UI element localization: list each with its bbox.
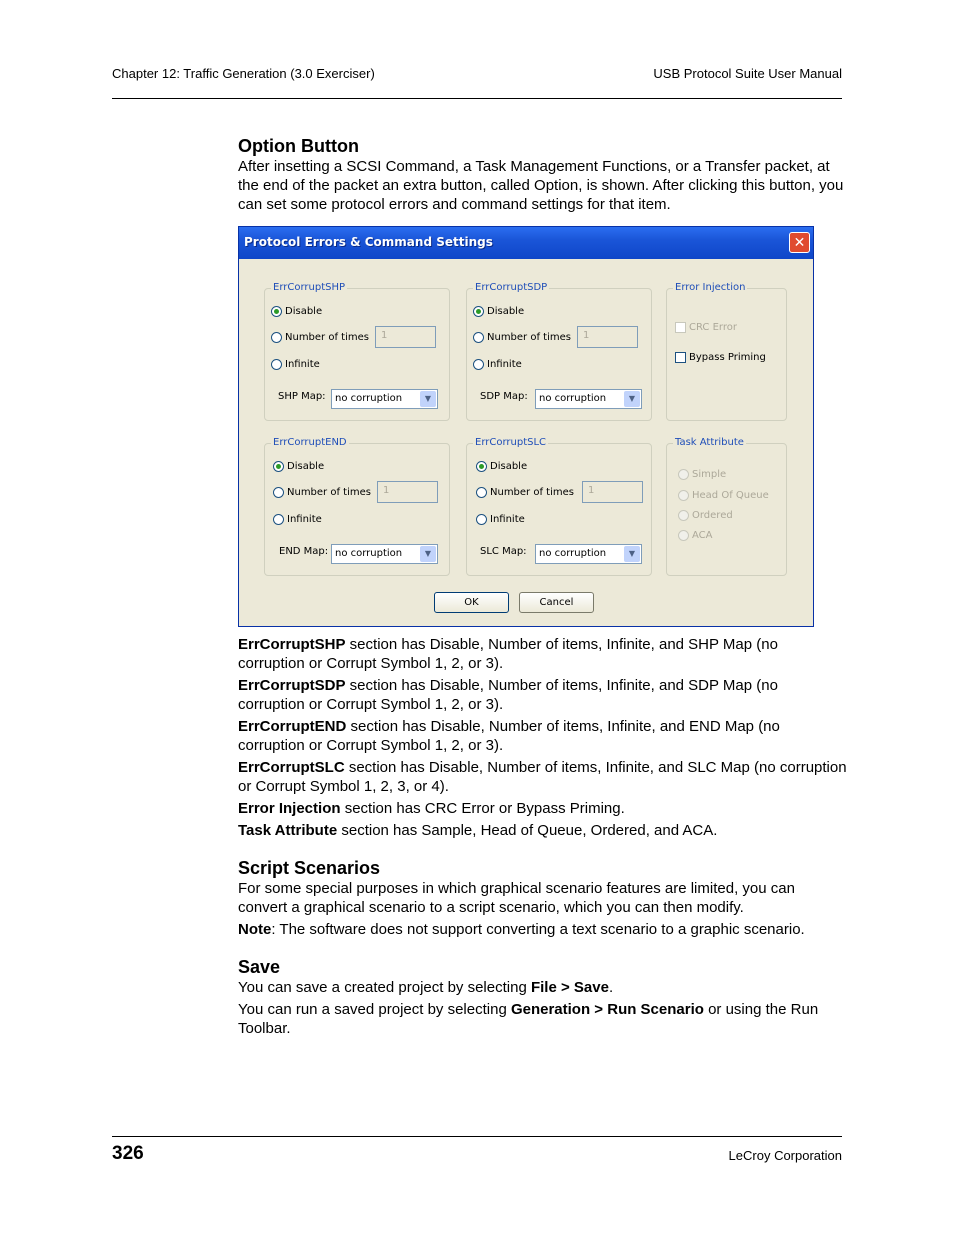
radio-number-of-times[interactable] [273,487,371,498]
section-heading: Script Scenarios [238,858,381,878]
radio-selected-icon [476,461,487,472]
radio-label: Disable [487,306,525,317]
map-label: SDP Map: [480,391,528,402]
desc-text: section has Disable, Number of items, Infinite, and SLC Map (no corruption or Corrupt Symbol 1, 2, 3, or 4). [238,759,847,795]
radio-icon [273,514,284,525]
group-legend: ErrCorruptSHP [273,282,346,293]
map-value: no corruption [539,548,607,559]
radio-label: Number of times [287,487,371,498]
radio-simple[interactable] [678,469,726,480]
section-option-button [238,135,848,214]
map-select[interactable] [331,389,438,409]
map-value: no corruption [335,393,403,404]
cancel-button[interactable]: Cancel [519,592,594,613]
count-input[interactable]: 1 [377,481,438,503]
term: ErrCorruptEND [238,718,347,735]
term: Task Attribute [238,822,338,839]
script-paragraph: For some special purposes in which graphical scenario features are limited, you can convert a graphical scenario to a script scenario, which you can then modify. [238,880,795,916]
radio-label: Head Of Queue [692,490,769,501]
group-legend: ErrCorruptSDP [475,282,548,293]
group-legend: Error Injection [675,282,746,293]
desc-slc [238,758,848,796]
checkbox-icon [675,352,686,363]
group-task-attribute [666,437,787,576]
radio-infinite[interactable] [271,359,320,370]
ok-button[interactable]: OK [434,592,509,613]
map-value: no corruption [335,548,403,559]
count-input[interactable]: 1 [577,326,638,348]
radio-selected-icon [273,461,284,472]
group-errcorrupt-slc [466,437,652,576]
radio-ordered[interactable] [678,510,733,521]
map-select[interactable] [535,389,642,409]
checkbox-label: Bypass Priming [689,352,766,363]
radio-icon [273,487,284,498]
radio-label: Disable [287,461,325,472]
menu-path: File > Save [530,979,609,996]
section-descriptions [238,635,848,840]
dialog-title: Protocol Errors & Command Settings [244,235,493,249]
desc-sdp [238,676,848,714]
radio-label: ACA [692,530,713,541]
radio-icon [678,490,689,501]
checkbox-label: CRC Error [689,322,737,333]
dialog-titlebar [239,227,813,259]
page-header-right: USB Protocol Suite User Manual [653,66,842,81]
radio-head-of-queue[interactable] [678,490,769,501]
radio-icon [271,332,282,343]
text: or using the Run Toolbar. [238,1001,819,1037]
page-number: 326 [112,1143,144,1164]
radio-icon [678,469,689,480]
radio-infinite[interactable] [273,514,322,525]
desc-text: section has CRC Error or Bypass Priming. [340,800,625,817]
radio-icon [473,359,484,370]
chevron-down-icon: ▼ [624,391,640,407]
term: Error Injection [238,800,341,817]
close-button[interactable] [789,232,810,253]
map-select[interactable] [331,544,438,564]
radio-aca[interactable] [678,530,713,541]
radio-number-of-times[interactable] [271,332,369,343]
section-script-scenarios [238,857,848,939]
radio-label: Number of times [490,487,574,498]
radio-number-of-times[interactable] [473,332,571,343]
count-input[interactable]: 1 [375,326,436,348]
close-icon: ✕ [793,235,806,251]
note-term: Note [238,921,272,938]
radio-label: Ordered [692,510,733,521]
radio-selected-icon [473,306,484,317]
term: ErrCorruptSDP [238,677,346,694]
map-select[interactable] [535,544,642,564]
note-text: : The software does not support converting a text scenario to a graphic scenario. [271,921,805,938]
group-legend: Task Attribute [675,437,744,448]
radio-icon [271,359,282,370]
radio-label: Disable [490,461,528,472]
radio-label: Infinite [487,359,522,370]
section-heading: Save [238,957,281,977]
desc-text: section has Disable, Number of items, Infinite, and END Map (no corruption or Corrupt Symbol 1, 2, or 3). [238,718,780,754]
radio-selected-icon [271,306,282,317]
radio-icon [476,514,487,525]
desc-task-attribute [238,821,848,840]
radio-label: Disable [285,306,323,317]
radio-icon [476,487,487,498]
desc-end [238,717,848,755]
radio-icon [473,332,484,343]
group-legend: ErrCorruptEND [273,437,347,448]
map-label: SLC Map: [480,546,527,557]
term: ErrCorruptSHP [238,636,346,653]
radio-label: Infinite [287,514,322,525]
footer-company: LeCroy Corporation [728,1148,842,1163]
radio-number-of-times[interactable] [476,487,574,498]
radio-infinite[interactable] [476,514,525,525]
radio-icon [678,530,689,541]
radio-label: Number of times [285,332,369,343]
radio-disable[interactable] [476,461,527,472]
text: . [608,979,614,996]
desc-text: section has Disable, Number of items, Infinite, and SHP Map (no corruption or Corrupt Symbol 1, 2, or 3). [238,636,778,672]
radio-infinite[interactable] [473,359,522,370]
term: ErrCorruptSLC [238,759,345,776]
radio-label: Infinite [285,359,320,370]
group-legend: ErrCorruptSLC [475,437,547,448]
radio-icon [678,510,689,521]
radio-disable[interactable] [273,461,324,472]
radio-label: Simple [692,469,727,480]
checkbox-icon [675,322,686,333]
map-label: SHP Map: [278,391,326,402]
radio-disable[interactable] [473,306,524,317]
menu-path: Generation > Run Scenario [510,1001,704,1018]
desc-error-injection [238,799,848,818]
text: You can run a saved project by selecting [238,1001,511,1018]
map-value: no corruption [539,393,607,404]
chevron-down-icon: ▼ [420,546,436,562]
chevron-down-icon: ▼ [420,391,436,407]
checkbox-crc-error[interactable] [675,322,737,333]
radio-disable[interactable] [271,306,322,317]
note-paragraph [238,920,848,939]
radio-label: Number of times [487,332,571,343]
text: You can save a created project by selecting [238,979,531,996]
footer-rule [112,1136,842,1137]
map-label: END Map: [279,546,329,557]
group-errcorrupt-sdp [466,282,652,421]
save-paragraph-1 [238,978,848,997]
page-header-left: Chapter 12: Traffic Generation (3.0 Exerciser) [112,66,375,81]
desc-shp [238,635,848,673]
group-error-injection [666,282,787,421]
group-errcorrupt-end [264,437,450,576]
protocol-errors-dialog [238,226,814,627]
desc-text: section has Disable, Number of items, Infinite, and SDP Map (no corruption or Corrupt Symbol 1, 2, or 3). [238,677,778,713]
radio-label: Infinite [490,514,525,525]
intro-paragraph: After insetting a SCSI Command, a Task Management Functions, or a Transfer packet, at the end of the packet an extra button, called Option, is shown. After clicking this button, you can set some protocol errors and command settings for that item. [238,158,844,213]
count-input[interactable]: 1 [582,481,643,503]
desc-text: section has Sample, Head of Queue, Ordered, and ACA. [337,822,718,839]
checkbox-bypass-priming[interactable] [675,352,766,363]
group-errcorrupt-shp [264,282,450,421]
chevron-down-icon: ▼ [624,546,640,562]
section-save [238,956,848,1038]
header-rule [112,98,842,99]
save-paragraph-2 [238,1000,848,1038]
section-heading: Option Button [238,136,359,156]
